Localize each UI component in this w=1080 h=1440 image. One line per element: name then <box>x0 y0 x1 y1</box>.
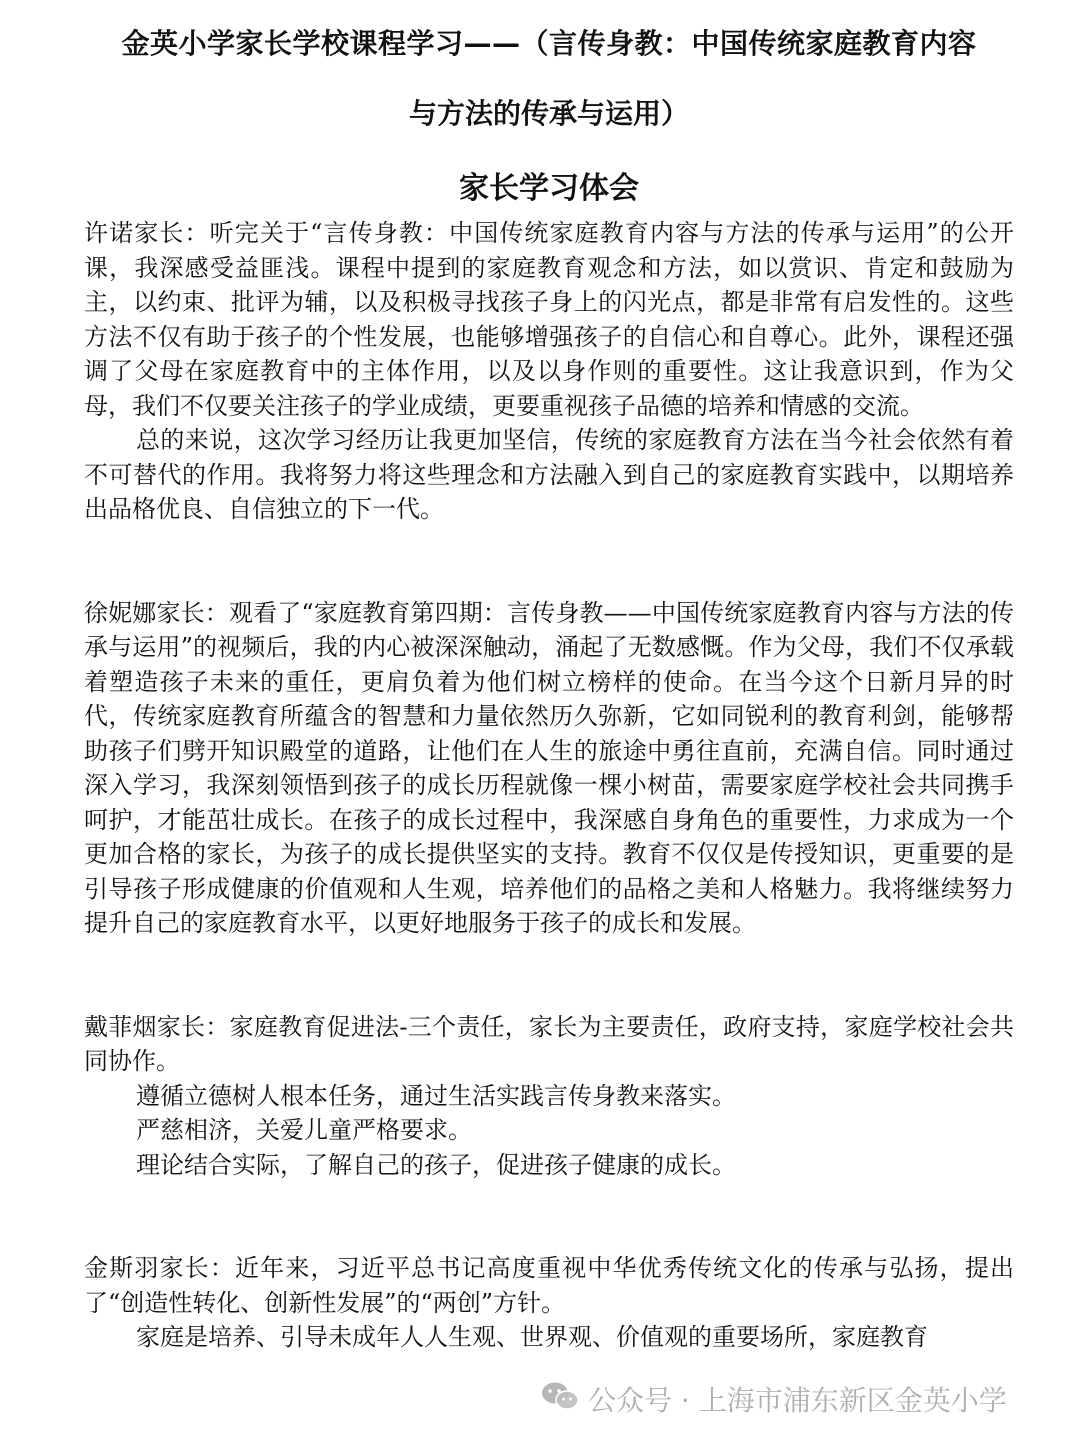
paragraph: 家庭是培养、引导未成年人人生观、世界观、价值观的重要场所，家庭教育 <box>136 1323 928 1351</box>
paragraph: 总的来说，这次学习经历让我更加坚信，传统的家庭教育方法在当今社会依然有着不可替代的作用。我将努力将这些理念和方法融入到自己的家庭教育实践中，以期培养出品格优良、自信独立的下一代。 <box>84 426 1014 523</box>
parent-reflection-2 <box>84 596 1014 941</box>
paragraph: 戴菲烟家长：家庭教育促进法-三个责任，家长为主要责任，政府支持，家庭学校社会共同协作。 <box>84 1012 1014 1075</box>
document-subtitle: 家长学习体会 <box>459 171 639 206</box>
paragraph: 严慈相济，关爱儿童严格要求。 <box>136 1116 472 1144</box>
paragraph: 理论结合实际，了解自己的孩子，促进孩子健康的成长。 <box>136 1150 736 1179</box>
document-title-line1: 金英小学家长学校课程学习——（言传身教：中国传统家庭教育内容 <box>121 27 977 60</box>
wechat-icon <box>540 1380 580 1419</box>
paragraph: 徐妮娜家长：观看了“家庭教育第四期：言传身教——中国传统家庭教育内容与方法的传承与运用”的视频后，我的内心被深深触动，涌起了无数感慨。作为父母，我们不仅承载着塑造孩子未来的重任，更肩负着为他们树立榜样的使命。在当今这个日新月异的时代，传统家庭教育所蕴含的智慧和力量依然历久弥新，它如同锐利的教育利剑，能够帮助孩子们劈开知识殿堂的道路，让他们在人生的旅途中勇往直前，充满自信。同时通过深入学习，我深刻领悟到孩子的成长历程就像一棵小树苗，需要家庭学校社会共同携手呵护，才能茁壮成长。在孩子的成长过程中，我深感自身角色的重要性，力求成为一个更加合格的家长，为孩子的成长提供坚实的支持。教育不仅仅是传授知识，更重要的是引导孩子形成健康的价值观和人生观，培养他们的品格之美和人格魅力。我将继续努力提升自己的家庭教育水平，以更好地服务于孩子的成长和发展。 <box>84 598 1014 937</box>
document-title-line2: 与方法的传承与运用） <box>408 97 689 130</box>
parent-reflection-4 <box>84 1251 1014 1355</box>
paragraph: 许诺家长：听完关于“言传身教：中国传统家庭教育内容与方法的传承与运用”的公开课，我深感受益匪浅。课程中提到的家庭教育观念和方法，如以赏识、肯定和鼓励为主，以约束、批评为辅，以及积极寻找孩子身上的闪光点，都是非常有启发性的。这些方法不仅有助于孩子的个性发展，也能够增强孩子的自信心和自尊心。此外，课程还强调了父母在家庭教育中的主体作用，以及以身作则的重要性。这让我意识到，作为父母，我们不仅要关注孩子的学业成绩，更要重视孩子品德的培养和情感的交流。 <box>84 219 1014 420</box>
parent-reflection-1 <box>84 216 1014 527</box>
document-body <box>84 216 1014 1355</box>
watermark-text: 公众号 · 上海市浦东新区金英小学 <box>588 1384 1007 1417</box>
parent-reflection-3 <box>84 1010 1014 1183</box>
paragraph: 金斯羽家长：近年来，习近平总书记高度重视中华优秀传统文化的传承与弘扬，提出了“创造性转化、创新性发展”的“两创”方针。 <box>84 1254 1014 1317</box>
wechat-watermark <box>540 1374 1007 1424</box>
paragraph: 遵循立德树人根本任务，通过生活实践言传身教来落实。 <box>136 1081 736 1110</box>
